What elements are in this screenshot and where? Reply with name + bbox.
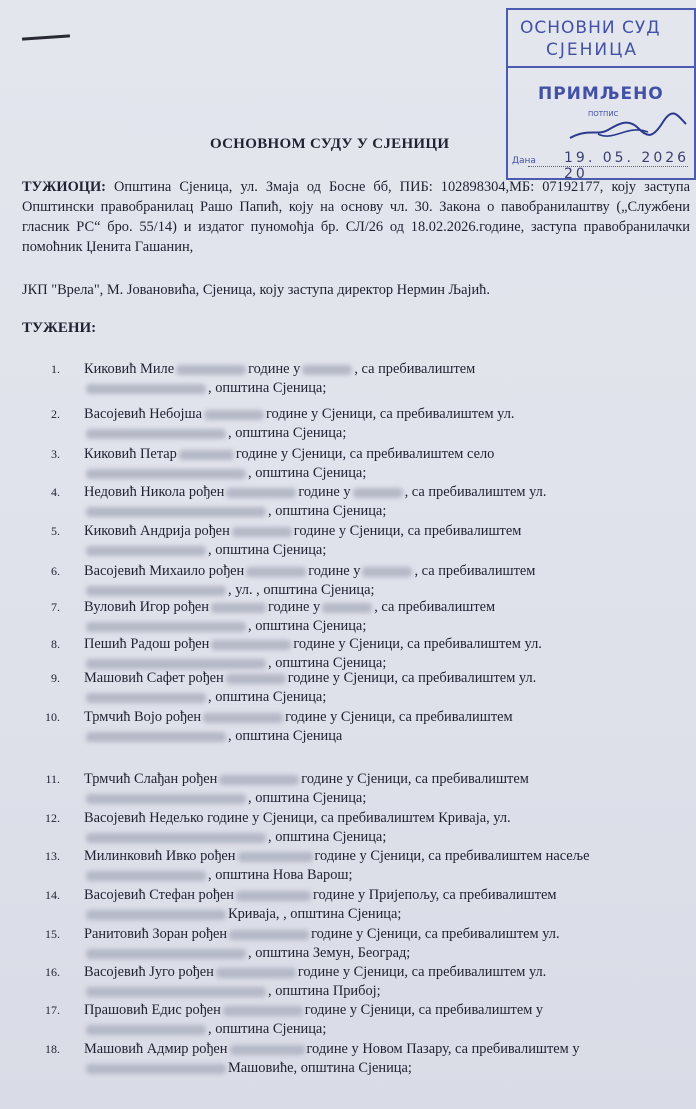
defendant-name: Киковић Миле: [84, 361, 175, 377]
defendant-line-1: године у Сјеници, са пребивалиштем насеље: [314, 848, 590, 864]
defendant-line-2: , општина Прибој;: [268, 983, 381, 999]
defendant-number: 5.: [51, 524, 60, 538]
defendant-line-1-tail: , са пребивалиштем: [414, 563, 536, 579]
redacted-address: [86, 429, 226, 439]
defendant-line-2: , општина Сјеница;: [228, 425, 347, 441]
defendant-name: Васојевић Михаило рођен: [84, 563, 245, 579]
redacted-birthdate: [236, 891, 311, 901]
defendant-line-2: , општина Сјеница;: [268, 503, 387, 519]
redacted-birthdate: [219, 775, 299, 785]
redacted-place: [353, 488, 403, 498]
defendant-line-1: године у Сјеници, са пребивалиштем ул.: [266, 406, 515, 422]
defendant-number: 14.: [45, 888, 60, 902]
plaintiffs-text: Општина Сјеница, ул. Змаја од Босне бб, ПИБ: 102898304,МБ: 07192177, коју заступа Општински правобранилац Рашо Папић, коју на основу чл. 30. Закона о павобранилаштву („Службени гласник РС“ бро. 55/14) и издатог пуномоћја бр. СЛ/26 од 18.02.2026.године, заступа правобранилачки помоћник Џенита Гашанин,: [22, 179, 690, 255]
defendant-number: 3.: [51, 447, 60, 461]
defendant-line-1: године у Сјеници, са пребивалиштем ул.: [287, 670, 537, 686]
redacted-birthdate: [211, 640, 291, 650]
court-received-stamp: [506, 8, 696, 180]
defendant-name: Прашовић Едис рођен: [84, 1002, 221, 1018]
defendant-line-2: Машовиће, општина Сјеница;: [228, 1060, 412, 1076]
redacted-address: [86, 794, 246, 804]
defendant-line-1: године у Сјеници, са пребивалиштем село: [235, 446, 495, 462]
redacted-place: [322, 603, 372, 613]
redacted-birthdate: [226, 488, 296, 498]
defendant-number: 7.: [51, 600, 60, 614]
redacted-address: [86, 1064, 226, 1074]
redacted-place: [362, 567, 412, 577]
defendant-name: Милинковић Ивко рођен: [84, 848, 236, 864]
defendant-line-1: године у Сјеници, са пребивалиштем Криваја, ул.: [207, 810, 511, 826]
defendant-number: 9.: [51, 671, 60, 685]
defendant-line-2: , општина Земун, Београд;: [248, 945, 411, 961]
redacted-address: [86, 659, 266, 669]
defendant-name: Пешић Радош рођен: [84, 636, 210, 652]
plaintiffs-paragraph: [22, 177, 690, 257]
redacted-address: [86, 622, 246, 632]
defendant-number: 17.: [45, 1003, 60, 1017]
defendant-name: Васојевић Југо рођен: [84, 964, 214, 980]
defendant-line-2: , општина Сјеница;: [248, 790, 367, 806]
pen-mark: [22, 34, 70, 40]
defendant-line-1-tail: , са пребивалиштем: [354, 361, 476, 377]
redacted-birthdate: [211, 603, 266, 613]
stamp-divider: [508, 66, 694, 68]
redacted-address: [86, 949, 246, 959]
defendant-number: 12.: [45, 811, 60, 825]
defendant-number: 13.: [45, 849, 60, 863]
redacted-address: [86, 507, 266, 517]
defendant-line-2: , општина Сјеница;: [268, 829, 387, 845]
defendant-line-1-tail: , са пребивалиштем: [374, 599, 496, 615]
redacted-address: [86, 1025, 206, 1035]
defendant-line-1: године у Сјеници, са пребивалиштем у: [304, 1002, 544, 1018]
redacted-birthdate: [179, 450, 234, 460]
defendant-line-2: , општина Сјеница: [228, 728, 343, 744]
defendant-line-1: године у Сјеници, са пребивалиштем ул.: [311, 926, 560, 942]
defendant-number: 4.: [51, 485, 60, 499]
defendant-line-1: године у: [298, 484, 351, 500]
defendant-number: 10.: [45, 710, 60, 724]
defendant-line-1: године у Сјеници, са пребивалиштем ул.: [297, 964, 547, 980]
redacted-birthdate: [204, 410, 264, 420]
redacted-address: [86, 732, 226, 742]
defendant-line-2: Криваја, , општина Сјеница;: [228, 906, 402, 922]
defendant-number: 11.: [45, 772, 60, 786]
defendant-line-2: , општина Сјеница;: [248, 465, 367, 481]
defendant-name: Киковић Петар: [84, 446, 177, 462]
redacted-birthdate: [226, 674, 286, 684]
redacted-address: [86, 384, 206, 394]
defendant-line-2: , општина Сјеница;: [248, 618, 367, 634]
defendant-line-1: године у Новом Пазару, са пребивалиштем у: [306, 1041, 580, 1057]
defendant-number: 15.: [45, 927, 60, 941]
defendant-line-2: , општина Сјеница;: [208, 380, 327, 396]
redacted-address: [86, 871, 206, 881]
defendant-number: 18.: [45, 1042, 60, 1056]
stamp-line-2: СЈЕНИЦА: [546, 40, 638, 60]
defendant-line-1: године у Сјеници, са пребивалиштем: [301, 771, 529, 787]
redacted-birthdate: [223, 1006, 303, 1016]
plaintiffs-label: ТУЖИОЦИ:: [22, 179, 106, 195]
redacted-address: [86, 546, 206, 556]
defendant-line-1-tail: , са пребивалиштем ул.: [404, 484, 547, 500]
defendant-name: Васојевић Небојша: [84, 406, 203, 422]
defendant-name: Васојевић Недељко: [84, 810, 204, 826]
defendant-line-2: , општина Сјеница;: [208, 1021, 327, 1037]
second-plaintiff: ЈКП "Врела", М. Јовановића, Сјеница, коју заступа директор Нермин Љајић.: [22, 282, 490, 298]
redacted-place: [302, 365, 352, 375]
redacted-birthdate: [176, 365, 246, 375]
stamp-line-1: ОСНОВНИ СУД: [520, 18, 661, 38]
stamp-received: ПРИМЉЕНО: [538, 84, 664, 104]
stamp-signature-label: ПОТПИС: [588, 110, 619, 118]
redacted-birthdate: [246, 567, 306, 577]
redacted-birthdate: [232, 527, 292, 537]
defendant-name: Машовић Адмир рођен: [84, 1041, 228, 1057]
redacted-address: [86, 833, 266, 843]
defendant-line-1: године у Сјеници, са пребивалиштем ул.: [293, 636, 542, 652]
document-title: ОСНОВНОМ СУДУ У СЈЕНИЦИ: [210, 136, 450, 152]
redacted-address: [86, 910, 226, 920]
defendant-number: 2.: [51, 407, 60, 421]
stamp-date-value: 19. 05. 2026 20: [564, 150, 690, 182]
redacted-address: [86, 987, 266, 997]
defendants-label: ТУЖЕНИ:: [22, 320, 97, 336]
defendant-number: 1.: [51, 362, 60, 376]
defendant-line-2: , општина Сјеница;: [268, 655, 387, 671]
defendant-line-1: године у: [248, 361, 301, 377]
defendant-name: Недовић Никола рођен: [84, 484, 225, 500]
redacted-birthdate: [203, 713, 283, 723]
defendant-number: 6.: [51, 564, 60, 578]
defendant-name: Трмчић Војо рођен: [84, 709, 202, 725]
defendant-line-1: године у Сјеници, са пребивалиштем: [293, 523, 522, 539]
handwritten-signature: [568, 108, 688, 148]
defendant-line-2: , општина Сјеница;: [208, 689, 327, 705]
defendant-line-2: , општина Сјеница;: [208, 542, 327, 558]
defendant-name: Ранитовић Зоран рођен: [84, 926, 228, 942]
redacted-address: [86, 469, 246, 479]
defendant-line-1: године у Сјеници, са пребивалиштем: [285, 709, 513, 725]
defendant-name: Машовић Сафет рођен: [84, 670, 224, 686]
defendant-name: Васојевић Стефан рођен: [84, 887, 234, 903]
defendant-name: Вуловић Игор рођен: [84, 599, 209, 615]
defendant-line-1: године у: [268, 599, 321, 615]
defendant-name: Трмчић Слађан рођен: [84, 771, 218, 787]
redacted-address: [86, 693, 206, 703]
defendant-line-2: , ул. , општина Сјеница;: [228, 582, 375, 598]
redacted-birthdate: [216, 968, 296, 978]
defendant-line-1: године у Пријепољу, са пребивалиштем: [312, 887, 557, 903]
defendant-line-2: , општина Нова Варош;: [208, 867, 353, 883]
defendant-number: 16.: [45, 965, 60, 979]
stamp-date-label: Дана: [512, 156, 536, 166]
redacted-birthdate: [229, 930, 309, 940]
defendant-name: Киковић Андрија рођен: [84, 523, 230, 539]
defendant-number: 8.: [51, 637, 60, 651]
defendant-line-1: године у: [308, 563, 361, 579]
redacted-birthdate: [230, 1045, 305, 1055]
redacted-birthdate: [238, 852, 313, 862]
redacted-address: [86, 586, 226, 596]
